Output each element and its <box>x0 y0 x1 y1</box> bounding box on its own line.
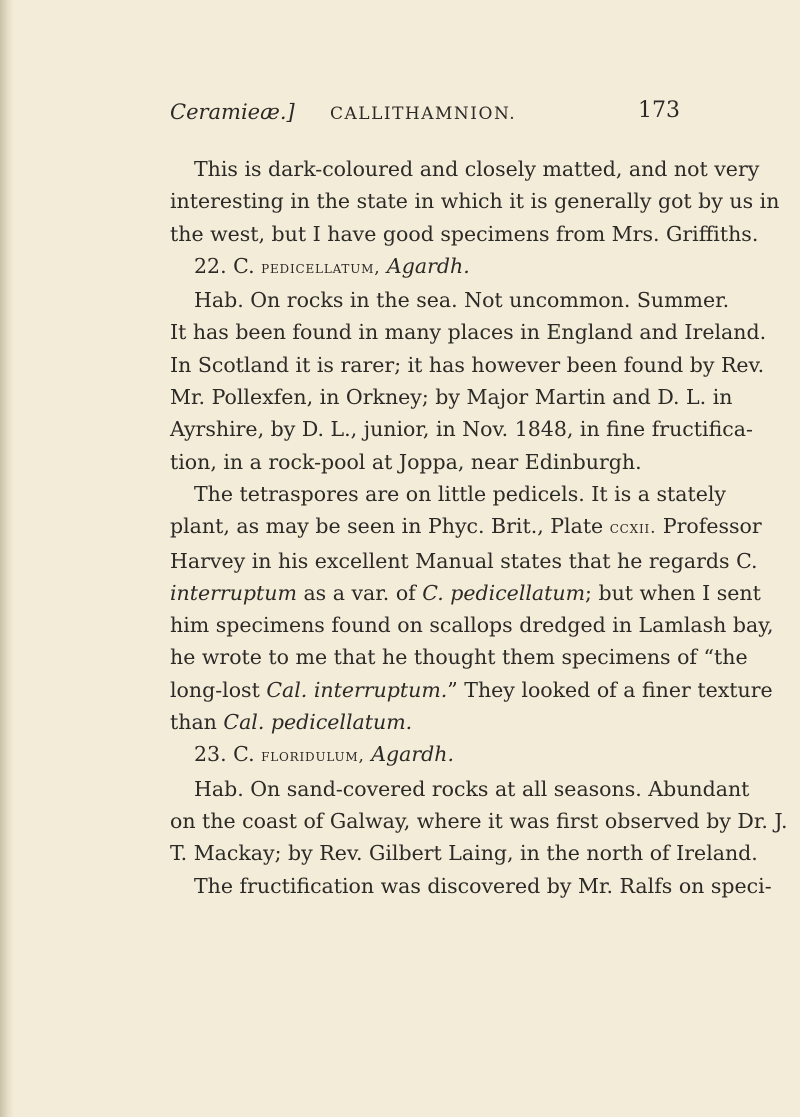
text-line: Ayrshire, by D. L., junior, in Nov. 1848, in fine fructifica- <box>170 417 753 442</box>
species-name: floridulum, <box>261 746 365 767</box>
text-line: on the coast of Galway, where it was first observed by Dr. J. <box>170 808 788 833</box>
text-line: he wrote to me that he thought them specimens of “the <box>170 645 748 670</box>
text-line: interruptum as a var. of C. pedicellatum; but when I sent <box>170 580 761 605</box>
text-line: This is dark-coloured and closely matted, and not very <box>194 157 760 181</box>
section-label: Ceramieæ.] <box>170 100 295 124</box>
species-name: pedicellatum, <box>261 257 381 278</box>
species-heading: 23. C. floridulum, Agardh. <box>194 742 454 767</box>
text-line: than Cal. pedicellatum. <box>170 710 413 735</box>
text-line: The tetraspores are on little pedicels. It is a stately <box>194 481 726 506</box>
species-heading: 22. C. pedicellatum, Agardh. <box>194 253 470 278</box>
text-line: the west, but I have good specimens from Mrs. Griffiths. <box>170 221 759 246</box>
running-title: CALLITHAMNION. <box>330 104 517 124</box>
plate-number: ccxii. <box>609 518 657 539</box>
text-line: long-lost Cal. interruptum.” They looked of a finer texture <box>170 677 773 702</box>
species-authority: Agardh. <box>380 253 470 278</box>
text-line: Hab. On rocks in the sea. Not uncommon. Summer. <box>194 288 730 313</box>
text-line: Harvey in his excellent Manual states that he regards C. <box>170 548 758 573</box>
text-line: Hab. On sand-covered rocks at all seasons. Abundant <box>194 776 750 801</box>
page-number: 173 <box>638 98 680 123</box>
page-binding-shadow <box>0 0 14 1117</box>
running-header <box>170 100 680 140</box>
species-authority: Agardh. <box>364 742 454 767</box>
text-line: T. Mackay; by Rev. Gilbert Laing, in the north of Ireland. <box>170 841 758 866</box>
text-line: The fructification was discovered by Mr. Ralfs on speci- <box>194 873 772 898</box>
text-line: interesting in the state in which it is generally got by us in <box>170 189 780 214</box>
text-line: him specimens found on scallops dredged in Lamlash bay, <box>170 613 774 638</box>
text-line: It has been found in many places in England and Ireland. <box>170 320 767 345</box>
text-line: In Scotland it is rarer; it has however been found by Rev. <box>170 352 765 377</box>
text-line: plant, as may be seen in Phyc. Brit., Plate ccxii. Professor <box>170 514 762 539</box>
page-body <box>170 153 788 902</box>
text-line: tion, in a rock-pool at Joppa, near Edinburgh. <box>170 449 642 474</box>
text-line: Mr. Pollexfen, in Orkney; by Major Martin and D. L. in <box>170 385 733 410</box>
